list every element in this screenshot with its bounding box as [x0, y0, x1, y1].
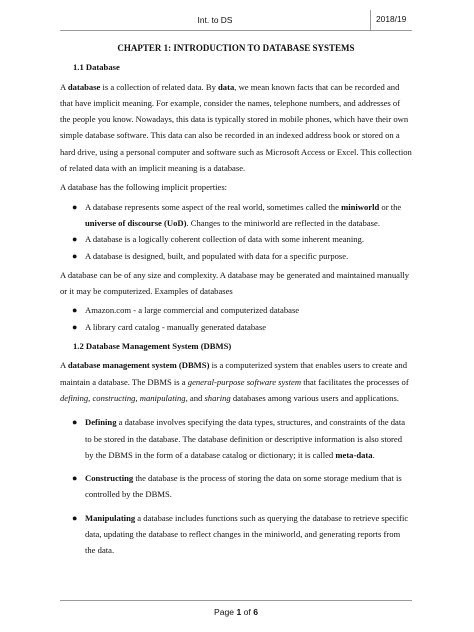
dbms-functions-list: [60, 414, 412, 558]
list-item: ● Amazon.com - a large commercial and computerized database: [60, 302, 412, 318]
database-definition-paragraph: A database is a collection of related data. By data, we mean known facts that can be recorded and that have implicit meaning. For example, consider the names, telephone numbers, and addresses of the people you know. Nowadays, this data is typically stored in mobile phones, which have their own simple database software. This data can also be recorded in an indexed address book or stored on a hard drive, using a personal computer and software such as Microsoft Access or Excel. This collection of related data with an implicit meaning is a database.: [60, 81, 412, 174]
dbms-definition-paragraph: A database management system (DBMS) is a computerized system that enables users to create and maintain a database. The DBMS is a general-purpose software system that facilitates the processes of defining, constructing, manipulating, and sharing databases among various users and applications.: [60, 360, 409, 403]
page-total: 6: [253, 607, 258, 617]
size-complexity-paragraph: A database can be of any size and complexity. A database may be generated and maintained manually or it may be computerized. Examples of databases: [60, 269, 410, 297]
bullet-icon: ●: [72, 305, 78, 316]
list-item: ● A library card catalog - manually generated database: [60, 319, 412, 335]
properties-list: [60, 199, 412, 264]
chapter-title: CHAPTER 1: INTRODUCTION TO DATABASE SYSTEMS: [117, 43, 355, 53]
list-item-manipulating: ● Manipulating a database includes functions such as querying the database to retrieve specific data, updating the database to reflect changes in the miniworld, and generating reports from the data.: [60, 510, 412, 559]
page-label: Page: [214, 607, 237, 617]
page-of-label: of: [241, 607, 254, 617]
list-item: ● A database represents some aspect of the real world, sometimes called the miniworld or the universe of discourse (UoD). Changes to the miniworld are reflected in the database.: [60, 199, 412, 232]
section-heading-1-2: 1.2 Database Management System (DBMS): [73, 341, 232, 352]
page-footer: [60, 600, 412, 617]
list-item-constructing: ● Constructing the database is the process of storing the data on some storage medium that is controlled by the DBMS.: [60, 470, 412, 503]
list-item-defining: ● Defining a database involves specifying the data types, structures, and constraints of the data to be stored in the database. The database definition or descriptive information is also stored by the DBMS in the form of a database catalog or dictionary; it is called meta-data.: [60, 414, 412, 463]
page-number: 1: [236, 607, 242, 617]
bullet-icon: ●: [72, 417, 78, 428]
list-item: ● A database is a logically coherent collection of data with some inherent meaning.: [60, 231, 412, 247]
examples-list: [60, 302, 412, 335]
bullet-icon: ●: [72, 473, 78, 484]
course-name: Int. to DS: [197, 15, 233, 25]
bullet-icon: ●: [72, 201, 78, 212]
bullet-icon: ●: [72, 234, 78, 245]
list-item: ● A database is designed, built, and populated with data for a specific purpose.: [60, 248, 412, 264]
section-heading-1-1: 1.1 Database: [73, 62, 120, 73]
document-body: [60, 40, 412, 566]
bullet-icon: ●: [72, 250, 78, 261]
page-header: [60, 10, 412, 31]
properties-intro: A database has the following implicit properties:: [60, 182, 228, 193]
bullet-icon: ●: [72, 321, 78, 332]
bullet-icon: ●: [72, 512, 78, 523]
academic-year: 2018/19: [370, 10, 406, 30]
